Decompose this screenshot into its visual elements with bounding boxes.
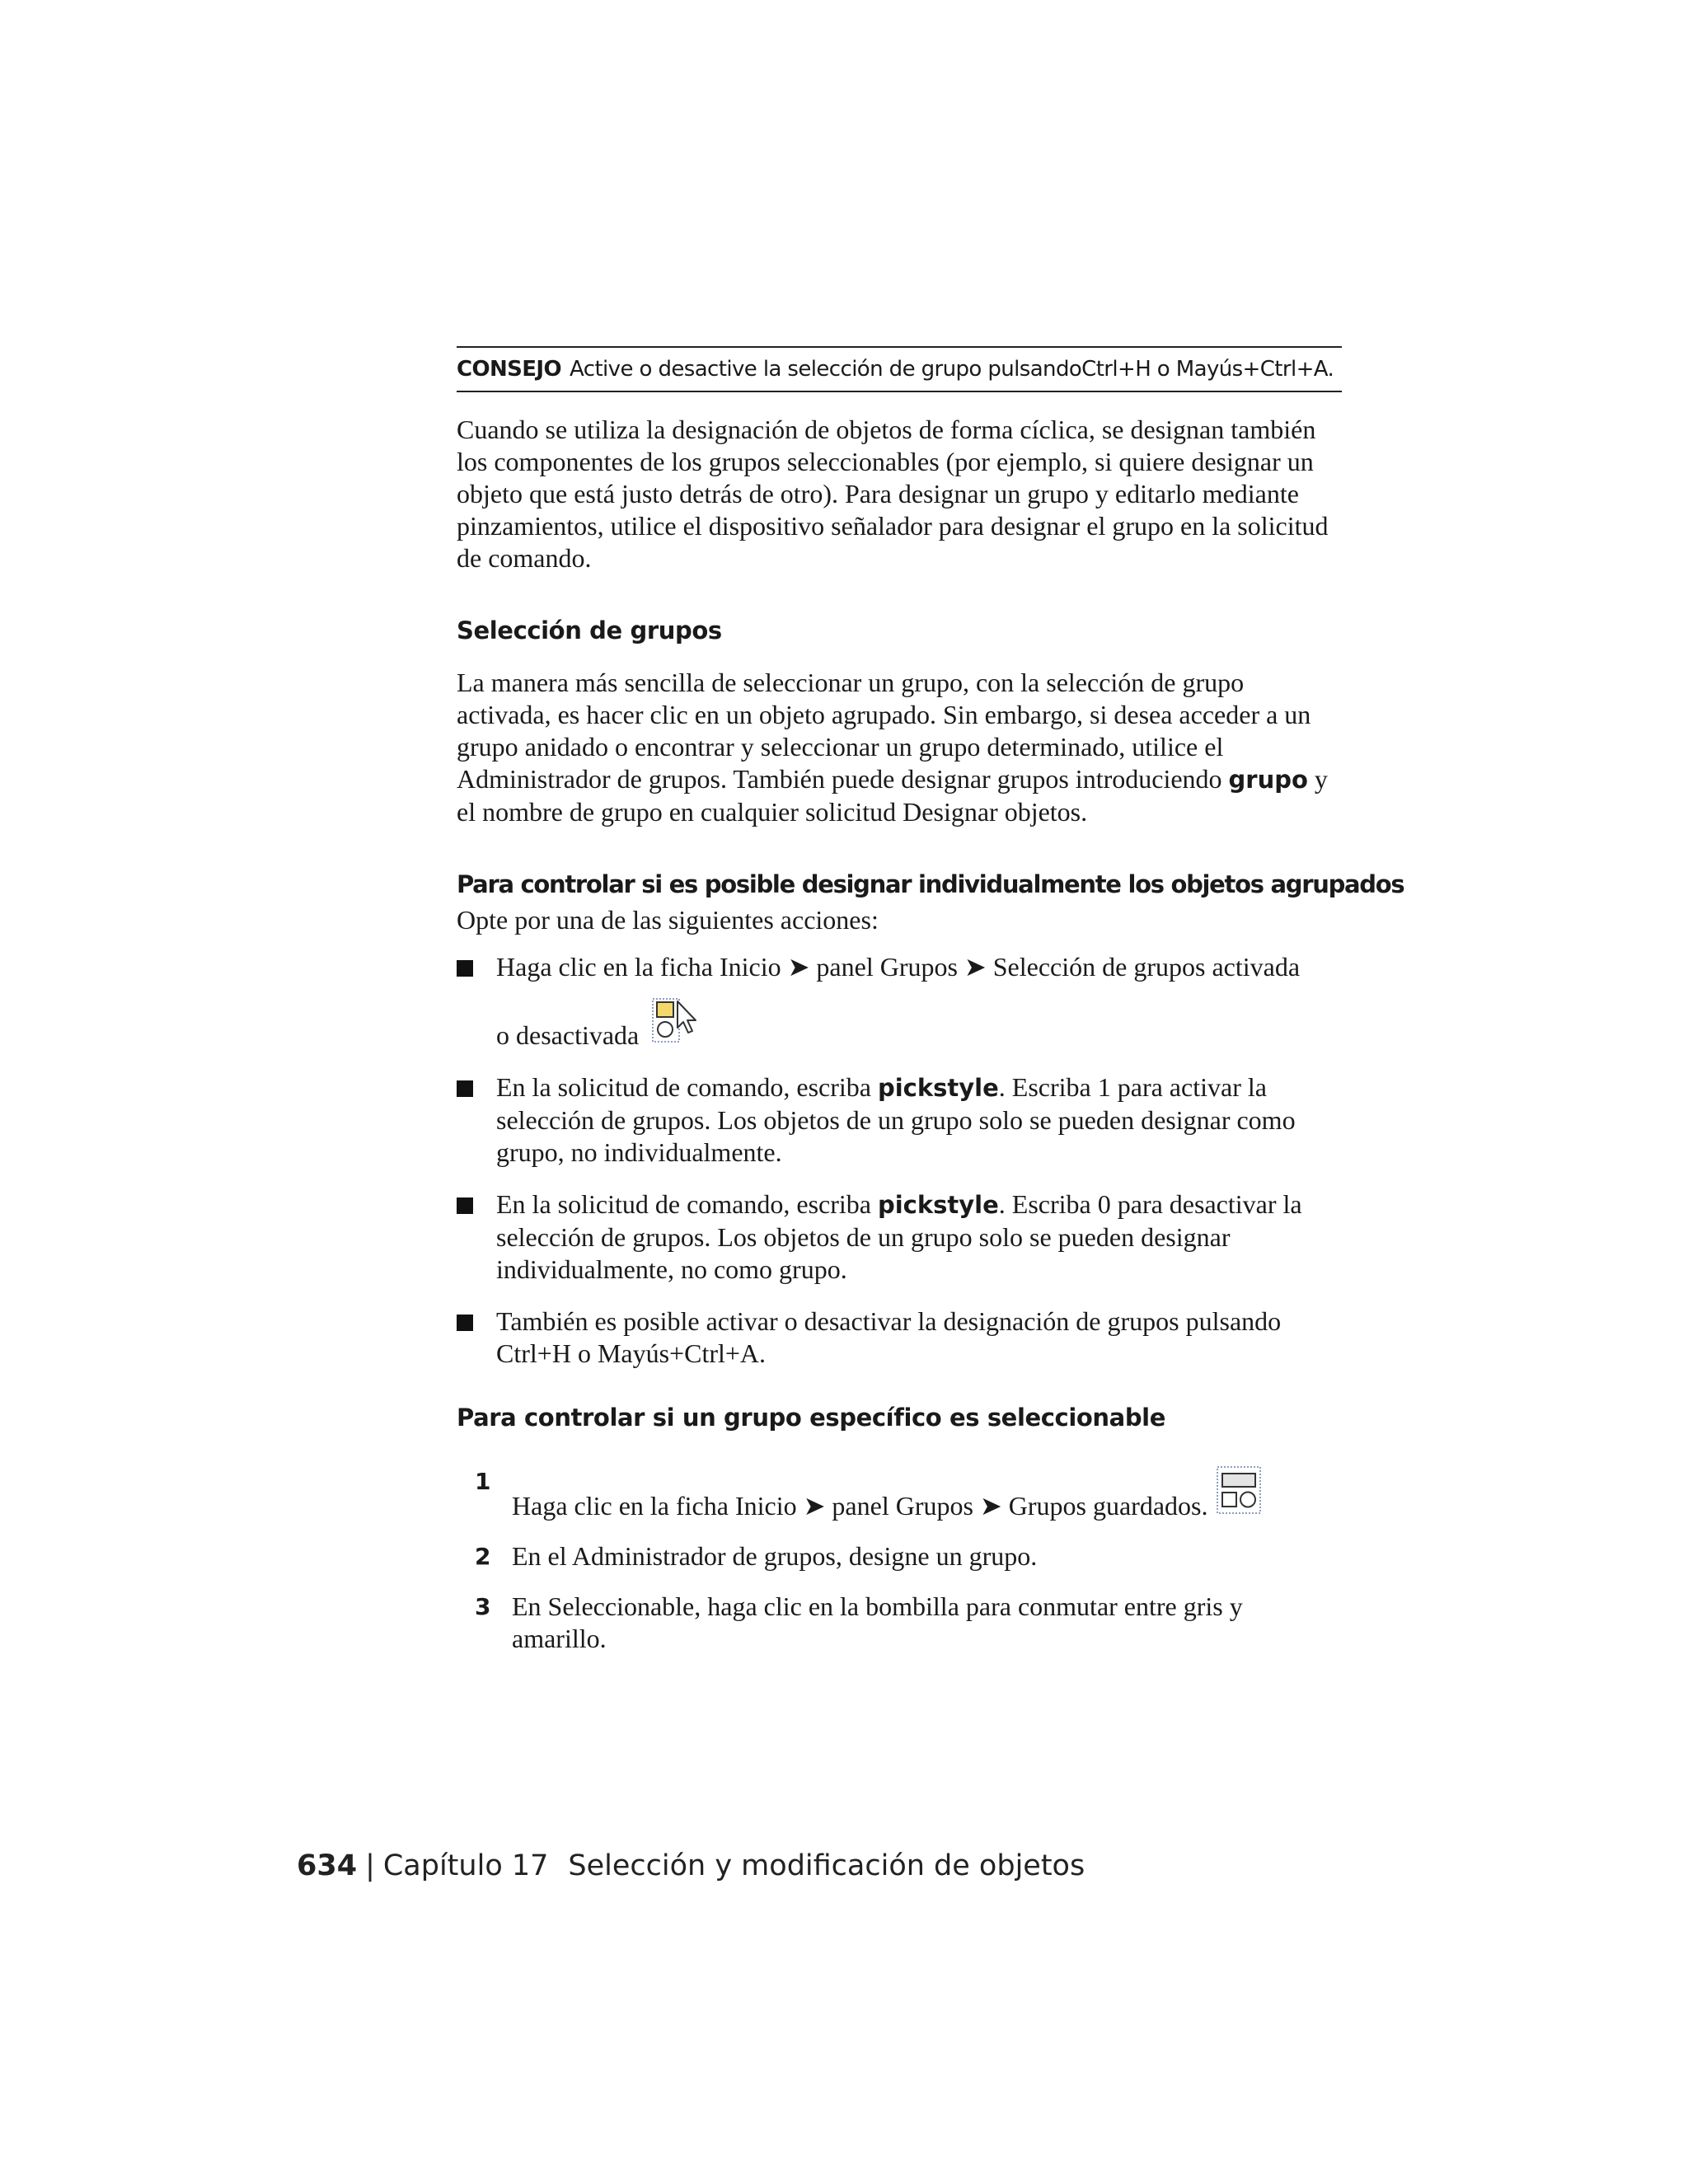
paragraph-text-start: La manera más sencilla de seleccionar un grupo, con la selección de grupo activada, es hacer clic en un objeto agrupado. Sin embargo, si desea acceder a un grupo anidado o encontrar y seleccionar un grupo determinado, utilice el Administrador de grupos. También puede designar grupos introduciendo	[457, 668, 1311, 794]
bullet-square-icon	[457, 960, 473, 977]
list-item-text-end: . Escriba 1 para activar la selección de grupos. Los objetos de un grupo solo se pueden designar como grupo, no individualmente.	[496, 1072, 1296, 1167]
list-item	[457, 1188, 1342, 1286]
footer-separator: |	[365, 1849, 375, 1882]
step-item	[457, 1540, 1342, 1572]
bullet-square-icon	[457, 1080, 473, 1097]
page-footer	[297, 1848, 1085, 1884]
page-content	[457, 346, 1404, 1673]
step-item	[457, 1591, 1342, 1655]
chapter-label: Capítulo 17	[382, 1849, 549, 1882]
procedure-heading-specific-group: Para controlar si un grupo específico es seleccionable	[457, 1404, 1165, 1432]
bullet-square-icon	[457, 1197, 473, 1214]
step-item	[457, 1465, 1342, 1522]
list-item-text-line1: Haga clic en la ficha Inicio ➤ panel Grupos ➤ Selección de grupos activada	[496, 952, 1301, 982]
list-item-text-line2-wrap	[496, 996, 1342, 1052]
group-selection-paragraph	[457, 667, 1342, 828]
chapter-title: Selección y modificación de objetos	[568, 1849, 1085, 1882]
list-item-text-end: . Escriba 0 para desactivar la selección de grupos. Los objetos de un grupo solo se pueden designar individualmente, no como grupo.	[496, 1189, 1302, 1284]
intro-paragraph: Cuando se utiliza la designación de objetos de forma cíclica, se designan también los componentes de los grupos seleccionables (por ejemplo, si quiere designar un objeto que está justo detrás de otro). Para designar un grupo y editarlo mediante pinzamientos, utilice el dispositivo señalador para designar el grupo en la solicitud de comando.	[457, 415, 1329, 573]
options-list	[457, 951, 1342, 1370]
step-number: 1	[475, 1468, 491, 1495]
command-name: pickstyle	[877, 1191, 999, 1219]
step-text: Haga clic en la ficha Inicio ➤ panel Grupos ➤ Grupos guardados.	[512, 1491, 1208, 1521]
paragraph-bold-term: grupo	[1228, 766, 1308, 794]
saved-groups-icon	[1216, 1465, 1262, 1522]
list-item	[457, 951, 1342, 1052]
step-text: En el Administrador de grupos, designe un grupo.	[512, 1541, 1038, 1571]
list-item-text: También es posible activar o desactivar la designación de grupos pulsando Ctrl+H o Mayús+Ctrl+A.	[496, 1306, 1282, 1368]
tip-label: CONSEJO	[457, 357, 562, 382]
step-text: En Seleccionable, haga clic en la bombilla para conmutar entre gris y amarillo.	[512, 1591, 1243, 1653]
paragraph-text-end: y el nombre de grupo en cualquier solicitud Designar objetos.	[457, 764, 1328, 827]
section-heading-group-selection: Selección de grupos	[457, 616, 722, 644]
list-item	[457, 1071, 1342, 1169]
group-selection-toggle-icon	[650, 996, 701, 1052]
command-name: pickstyle	[877, 1074, 999, 1102]
step-number: 3	[475, 1593, 491, 1620]
steps-list	[457, 1465, 1342, 1655]
step-number: 2	[475, 1543, 491, 1570]
procedure-heading-individual-selection: Para controlar si es posible designar individualmente los objetos agrupados	[457, 870, 1404, 898]
page-number: 634	[297, 1849, 358, 1882]
list-item-text-start: En la solicitud de comando, escriba	[496, 1072, 878, 1102]
list-item-text-start: En la solicitud de comando, escriba	[496, 1189, 878, 1219]
tip-box	[457, 346, 1342, 392]
list-item	[457, 1305, 1342, 1370]
bullet-square-icon	[457, 1315, 473, 1331]
procedure-intro: Opte por una de las siguientes acciones:	[457, 905, 879, 935]
tip-text: Active o desactive la selección de grupo pulsandoCtrl+H o Mayús+Ctrl+A.	[570, 357, 1334, 382]
list-item-text-line2: o desactivada	[496, 1020, 640, 1050]
